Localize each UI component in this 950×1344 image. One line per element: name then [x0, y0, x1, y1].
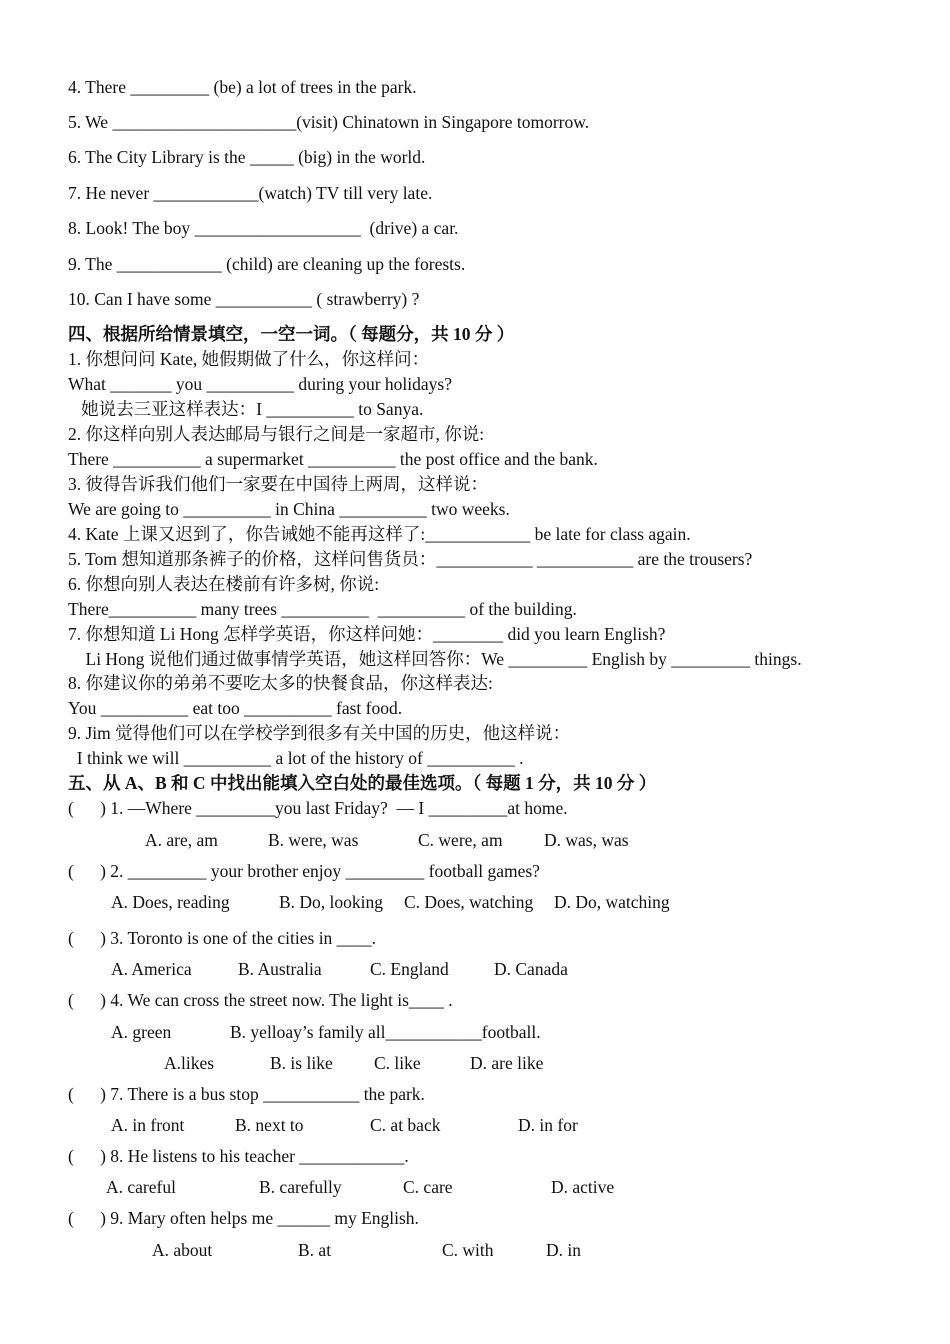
- section-four-line: 9. Jim 觉得他们可以在学校学到很多有关中国的历史，他这样说：: [68, 723, 571, 743]
- fill-in-item: 10. Can I have some ___________ ( strawberry) ?: [68, 289, 420, 309]
- mc-option: A. careful: [106, 1177, 176, 1197]
- mc-option: C. Does, watching: [404, 892, 534, 912]
- mc-option: C. like: [374, 1053, 421, 1073]
- mc-option: A. America: [111, 959, 192, 979]
- mc-option: D. in: [546, 1240, 581, 1260]
- mc-question: ( ) 1. —Where _________you last Friday? — I _________at home.: [68, 798, 568, 818]
- mc-option: B. were, was: [268, 830, 359, 850]
- fill-in-item: 5. We _____________________(visit) Chinatown in Singapore tomorrow.: [68, 112, 590, 132]
- mc-option: B. is like: [270, 1053, 333, 1073]
- mc-option: B. next to: [235, 1115, 304, 1135]
- section-four-line: 7. 你想知道 Li Hong 怎样学英语，你这样问她：________ did you learn English?: [68, 624, 666, 644]
- section-four-line: 2. 你这样向别人表达邮局与银行之间是一家超市, 你说:: [68, 424, 485, 444]
- mc-question: ( ) 8. He listens to his teacher ____________.: [68, 1146, 409, 1166]
- section-four-line: 她说去三亚这样表达：I __________ to Sanya.: [68, 399, 424, 419]
- section-four-line: What _______ you __________ during your holidays?: [68, 374, 452, 394]
- mc-question: ( ) 7. There is a bus stop ___________ the park.: [68, 1084, 425, 1104]
- mc-option: A. in front: [111, 1115, 185, 1135]
- section-four-line: 1. 你想问问 Kate, 她假期做了什么，你这样问：: [68, 349, 430, 369]
- section-four-heading: 四、根据所给情景填空，一空一词。（ 每题分，共 10 分 ）: [68, 324, 515, 344]
- section-four-line: We are going to __________ in China __________ two weeks.: [68, 499, 510, 519]
- mc-option: B. Do, looking: [279, 892, 384, 912]
- mc-question: ( ) 2. _________ your brother enjoy _________ football games?: [68, 861, 540, 881]
- section-four-line: 3. 彼得告诉我们他们一家要在中国待上两周，这样说：: [68, 474, 488, 494]
- mc-option: A. are, am: [145, 830, 218, 850]
- section-four-line: 6. 你想向别人表达在楼前有许多树, 你说:: [68, 574, 380, 594]
- mc-option: C. care: [403, 1177, 453, 1197]
- mc-option: C. were, am: [418, 830, 503, 850]
- mc-option: A. about: [152, 1240, 213, 1260]
- fill-in-item: 8. Look! The boy ___________________ (drive) a car.: [68, 218, 459, 238]
- mc-option: D. active: [551, 1177, 615, 1197]
- mc-option: B. yelloay’s family all___________football.: [230, 1022, 541, 1042]
- mc-option: D. Do, watching: [554, 892, 670, 912]
- mc-option: C. with: [442, 1240, 494, 1260]
- fill-in-item: 9. The ____________ (child) are cleaning up the forests.: [68, 254, 466, 274]
- mc-option: B. at: [298, 1240, 332, 1260]
- mc-option: D. are like: [470, 1053, 544, 1073]
- mc-option: A. green: [111, 1022, 172, 1042]
- section-four-line: There__________ many trees __________ __________ of the building.: [68, 599, 577, 619]
- mc-option: B. Australia: [238, 959, 322, 979]
- fill-in-item: 7. He never ____________(watch) TV till very late.: [68, 183, 433, 203]
- mc-option: B. carefully: [259, 1177, 342, 1197]
- mc-question: ( ) 9. Mary often helps me ______ my English.: [68, 1208, 419, 1228]
- section-four-line: 4. Kate 上课又迟到了，你告诫她不能再这样了:____________ be late for class again.: [68, 524, 691, 544]
- mc-option: D. was, was: [544, 830, 629, 850]
- mc-option: D. in for: [518, 1115, 578, 1135]
- section-four-line: 5. Tom 想知道那条裤子的价格，这样问售货员：___________ ___________ are the trousers?: [68, 549, 753, 569]
- mc-option: A. Does, reading: [111, 892, 230, 912]
- fill-in-item: 4. There _________ (be) a lot of trees in the park.: [68, 77, 417, 97]
- mc-option: D. Canada: [494, 959, 568, 979]
- section-five-heading: 五、从 A、B 和 C 中找出能填入空白处的最佳选项。（ 每题 1 分，共 10 分 ）: [68, 773, 657, 793]
- mc-question: ( ) 4. We can cross the street now. The light is____ .: [68, 990, 453, 1010]
- section-four-line: There __________ a supermarket __________ the post office and the bank.: [68, 449, 598, 469]
- mc-option: A.likes: [164, 1053, 215, 1073]
- section-four-line: I think we will __________ a lot of the history of __________ .: [68, 748, 524, 768]
- mc-option: C. at back: [370, 1115, 441, 1135]
- section-four-line: 8. 你建议你的弟弟不要吃太多的快餐食品，你这样表达:: [68, 673, 493, 693]
- fill-in-item: 6. The City Library is the _____ (big) in the world.: [68, 147, 426, 167]
- section-four-line: Li Hong 说他们通过做事情学英语，她这样回答你：We _________ English by _________ things.: [68, 649, 802, 669]
- mc-option: C. England: [370, 959, 449, 979]
- mc-question: ( ) 3. Toronto is one of the cities in ____.: [68, 928, 377, 948]
- section-four-line: You __________ eat too __________ fast food.: [68, 698, 403, 718]
